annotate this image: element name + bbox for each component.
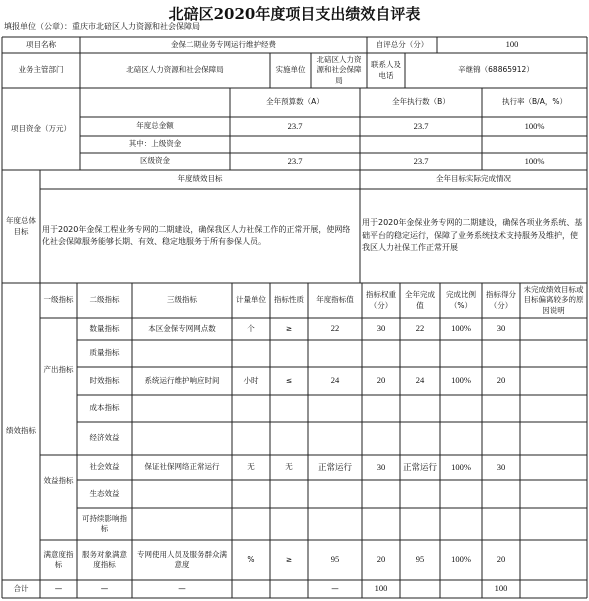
target-cell: 24 <box>330 375 340 386</box>
goals-plan-text: 用于2020年金保工程业务专网的二期建设，确保我区人力社保工作的正常开展，使网络化社会保障服务能够长期、有效、稳定地服务于所有参保人员。 <box>42 224 351 246</box>
level1-header: 一级指标 <box>43 295 74 305</box>
level3-cell <box>132 508 232 540</box>
weight-cell: 30 <box>376 461 386 472</box>
unit-cell <box>232 395 270 422</box>
actual-header: 全年完成值 <box>405 290 435 310</box>
self-score-value: 100 <box>505 39 519 50</box>
impl-unit-label: 实施单位 <box>275 65 306 75</box>
level1-cell: 满意度指标 <box>43 549 74 569</box>
ratio-cell: 100% <box>451 375 471 386</box>
target-cell <box>308 422 362 455</box>
goals-actual-text: 用于2020年金保业务专网的二期建设，确保各项业务系统、基础平台的稳定运行，保障了业务系统技术支持服务及维护，使我区人力社保工作正常开展 <box>362 218 583 253</box>
score-header: 指标得分（分） <box>486 290 516 310</box>
total-score: 100 <box>494 583 508 594</box>
level3-cell: 系统运行维护响应时间 <box>144 375 220 385</box>
funds-row-exec: 23.7 <box>413 155 429 166</box>
rate-header: 执行率（B/A，%） <box>502 97 567 107</box>
funds-row-label: 年度总金额 <box>136 121 174 131</box>
nature-cell: ≥ <box>285 323 293 333</box>
reason-cell <box>520 455 587 480</box>
level3-cell <box>132 422 232 455</box>
total-label: 合计 <box>13 583 29 593</box>
reason-cell <box>520 540 587 580</box>
level2-cell: 可持续影响指标 <box>82 513 127 533</box>
level1-cell: 产出指标 <box>43 364 74 374</box>
funds-row-budget: 23.7 <box>287 155 303 166</box>
target-header: 年度指标值 <box>316 295 354 305</box>
ratio-cell: 100% <box>451 554 471 565</box>
nature-cell <box>270 480 308 508</box>
ratio-header: 完成比例（%） <box>446 290 476 310</box>
reason-cell <box>520 395 587 422</box>
dept-label: 业务主管部门 <box>18 65 64 75</box>
unit-cell: % <box>247 554 255 564</box>
funds-row-rate <box>482 136 587 153</box>
funds-row-exec: 23.7 <box>413 120 429 131</box>
actual-cell: 24 <box>415 375 425 386</box>
level3-cell: 本区金保专网网点数 <box>148 323 216 333</box>
unit-cell <box>232 422 270 455</box>
target-cell: 正常运行 <box>317 461 352 472</box>
actual-cell: 22 <box>415 323 425 334</box>
nature-cell: ≤ <box>285 375 293 385</box>
dept-value: 北碚区人力资源和社会保障局 <box>126 65 224 75</box>
nature-cell <box>270 508 308 540</box>
page-title: 北碚区2020年度项目支出绩效自评表 <box>168 5 421 23</box>
reason-cell <box>520 318 587 340</box>
nature-cell: 无 <box>285 462 293 472</box>
total-dash: — <box>100 583 109 593</box>
weight-cell <box>362 508 400 540</box>
funds-row-budget: 23.7 <box>287 120 303 131</box>
weight-cell <box>362 395 400 422</box>
indicators-section-label: 绩效指标 <box>6 426 36 436</box>
weight-cell <box>362 340 400 367</box>
level2-cell: 经济效益 <box>89 433 120 443</box>
score-cell: 20 <box>496 375 506 386</box>
level3-cell: 保证社保网络正常运行 <box>144 462 220 472</box>
unit-cell <box>232 508 270 540</box>
target-cell <box>308 340 362 367</box>
score-cell: 20 <box>496 554 506 565</box>
unit-cell: 无 <box>247 462 255 472</box>
weight-cell: 20 <box>376 554 386 565</box>
target-cell: 95 <box>330 554 340 565</box>
ratio-cell <box>440 340 482 367</box>
reason-header: 未完成绩效目标或目标偏离较多的原因说明 <box>523 285 584 315</box>
target-cell: 22 <box>330 323 340 334</box>
score-cell <box>482 340 520 367</box>
funds-row-rate: 100% <box>524 120 545 131</box>
level2-cell: 数量指标 <box>89 323 120 333</box>
funds-row-exec <box>360 136 482 153</box>
target-cell <box>308 395 362 422</box>
exec-header: 全年执行数（B） <box>392 97 450 107</box>
ratio-cell: 100% <box>451 323 471 334</box>
level1-cell: 效益指标 <box>43 475 74 485</box>
weight-cell: 30 <box>376 323 386 334</box>
nature-cell <box>270 340 308 367</box>
nature-cell: ≥ <box>285 554 293 564</box>
target-cell <box>308 480 362 508</box>
nature-cell <box>270 395 308 422</box>
total-dash: — <box>178 583 186 593</box>
unit-cell: 小时 <box>243 375 259 385</box>
actual-cell <box>400 340 440 367</box>
actual-cell: 95 <box>415 554 425 565</box>
funds-label: 项目资金（万元） <box>11 123 71 133</box>
goals-label: 年度总体目标 <box>6 216 36 236</box>
reason-cell <box>520 367 587 395</box>
level2-cell: 成本指标 <box>89 403 120 413</box>
funds-row-rate: 100% <box>524 155 545 166</box>
unit-cell <box>232 480 270 508</box>
actual-cell <box>400 480 440 508</box>
total-dash: — <box>54 583 63 593</box>
level3-cell <box>132 395 232 422</box>
self-score-label: 自评总分（分） <box>375 39 429 49</box>
score-cell <box>482 508 520 540</box>
level2-cell: 质量指标 <box>89 348 120 358</box>
weight-cell <box>362 422 400 455</box>
actual-cell <box>400 422 440 455</box>
weight-cell: 20 <box>376 375 386 386</box>
project-name-value: 金保二期业务专网运行维护经费 <box>171 39 276 49</box>
level2-header: 二级指标 <box>89 295 120 305</box>
score-cell <box>482 395 520 422</box>
reporting-unit: 填报单位（公章）：重庆市北碚区人力资源和社会保障局 <box>4 22 200 31</box>
weight-header: 指标权重（分） <box>366 290 396 310</box>
reason-cell <box>520 340 587 367</box>
level2-cell: 生态效益 <box>89 488 120 498</box>
unit-cell <box>232 340 270 367</box>
level2-cell: 社会效益 <box>89 462 120 472</box>
ratio-cell <box>440 395 482 422</box>
contact-value: 辛继锦（68865912） <box>458 65 534 75</box>
level2-cell: 时效指标 <box>89 375 120 385</box>
level3-cell <box>132 480 232 508</box>
funds-row-label: 区级资金 <box>140 156 170 166</box>
target-cell <box>308 508 362 540</box>
actual-cell <box>400 395 440 422</box>
weight-cell <box>362 480 400 508</box>
score-cell: 30 <box>496 323 506 334</box>
nature-cell <box>270 422 308 455</box>
unit-header: 计量单位 <box>236 295 266 305</box>
score-cell <box>482 480 520 508</box>
actual-cell <box>400 508 440 540</box>
project-name-label: 项目名称 <box>26 39 56 49</box>
funds-row-label: 其中：上级资金 <box>128 139 182 149</box>
impl-unit-value: 北碚区人力资源和社会保障局 <box>316 55 362 85</box>
ratio-cell <box>440 422 482 455</box>
nature-header: 指标性质 <box>274 295 304 305</box>
total-dash: — <box>331 583 339 593</box>
goals-plan-header: 年度绩效目标 <box>177 174 223 184</box>
unit-cell: 个 <box>247 323 255 333</box>
total-weight: 100 <box>374 583 388 594</box>
reason-cell <box>520 480 587 508</box>
ratio-cell <box>440 508 482 540</box>
level2-cell: 服务对象满意度指标 <box>82 549 127 569</box>
contact-label: 联系人及电话 <box>371 60 401 80</box>
ratio-cell: 100% <box>451 461 471 472</box>
score-cell: 30 <box>496 461 506 472</box>
level3-cell <box>132 340 232 367</box>
ratio-cell <box>440 480 482 508</box>
level3-cell: 专网使用人员及服务群众满意度 <box>137 549 227 569</box>
funds-row-budget <box>230 136 360 153</box>
level3-header: 三级指标 <box>167 295 197 305</box>
reason-cell <box>520 422 587 455</box>
goals-actual-header: 全年目标实际完成情况 <box>436 174 511 184</box>
actual-cell: 正常运行 <box>402 461 437 472</box>
budget-header: 全年预算数（A） <box>266 97 324 107</box>
score-cell <box>482 422 520 455</box>
reason-cell <box>520 508 587 540</box>
